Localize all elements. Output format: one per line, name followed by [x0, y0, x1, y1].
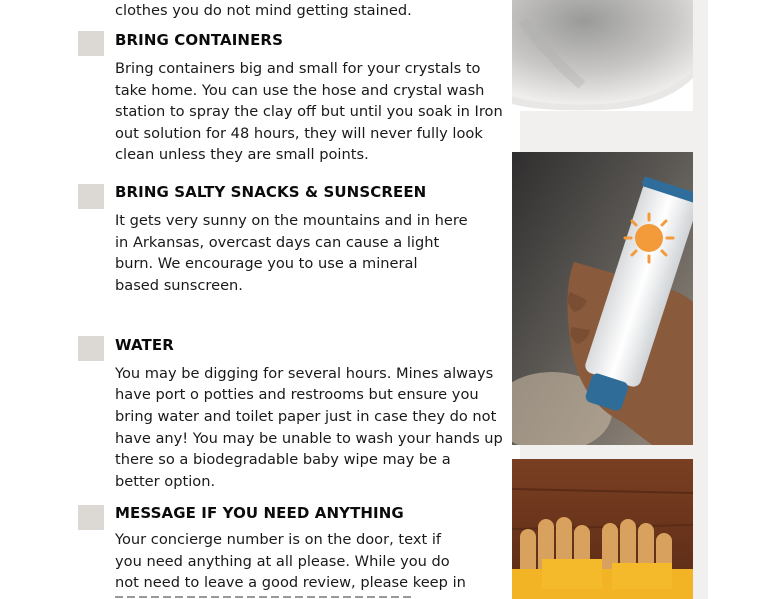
- work-gloves-photo: [512, 459, 693, 599]
- checklist-checkbox[interactable]: [78, 336, 104, 361]
- body-line: out solution for 48 hours, they will never fully look: [115, 125, 483, 142]
- body-line: better option.: [115, 473, 216, 490]
- body-line: bring water and toilet paper just in case they do not: [115, 408, 497, 425]
- body-line: You may be digging for several hours. Mines always: [115, 365, 494, 382]
- body-line: have any! You may be unable to wash your hands up: [115, 430, 503, 447]
- body-line: take home. You can use the hose and crystal wash: [115, 82, 485, 99]
- body-line: have port o potties and restrooms but ensure you: [115, 386, 479, 403]
- sun-icon: [625, 214, 673, 262]
- section-heading-water: WATER: [115, 336, 174, 354]
- body-line: It gets very sunny on the mountains and in here: [115, 212, 468, 229]
- checklist-checkbox[interactable]: [78, 31, 104, 56]
- section-heading-containers: BRING CONTAINERS: [115, 31, 283, 49]
- body-line: you need anything at all please. While you do: [115, 553, 450, 570]
- top-fragment-text: clothes you do not mind getting stained.: [115, 2, 412, 19]
- body-line: burn. We encourage you to use a mineral: [115, 255, 418, 272]
- checklist-checkbox[interactable]: [78, 505, 104, 530]
- body-line: not need to leave a good review, please keep in: [115, 574, 466, 591]
- checklist-checkbox[interactable]: [78, 184, 104, 209]
- body-line: Your concierge number is on the door, text if: [115, 531, 442, 548]
- body-line: station to spray the clay off but until you soak in Iron: [115, 103, 503, 120]
- clipped-line-fragment: [115, 594, 415, 599]
- body-line: there so a biodegradable baby wipe may be a: [115, 451, 451, 468]
- body-line: Bring containers big and small for your crystals to: [115, 60, 481, 77]
- body-line: based sunscreen.: [115, 277, 243, 294]
- body-line: in Arkansas, overcast days can cause a light: [115, 234, 440, 251]
- body-line: clean unless they are small points.: [115, 146, 369, 163]
- sunscreen-tube-photo: [512, 152, 693, 445]
- section-heading-snacks-sunscreen: BRING SALTY SNACKS & SUNSCREEN: [115, 183, 427, 201]
- section-heading-message: MESSAGE IF YOU NEED ANYTHING: [115, 504, 404, 522]
- wash-basin-photo: [512, 0, 693, 111]
